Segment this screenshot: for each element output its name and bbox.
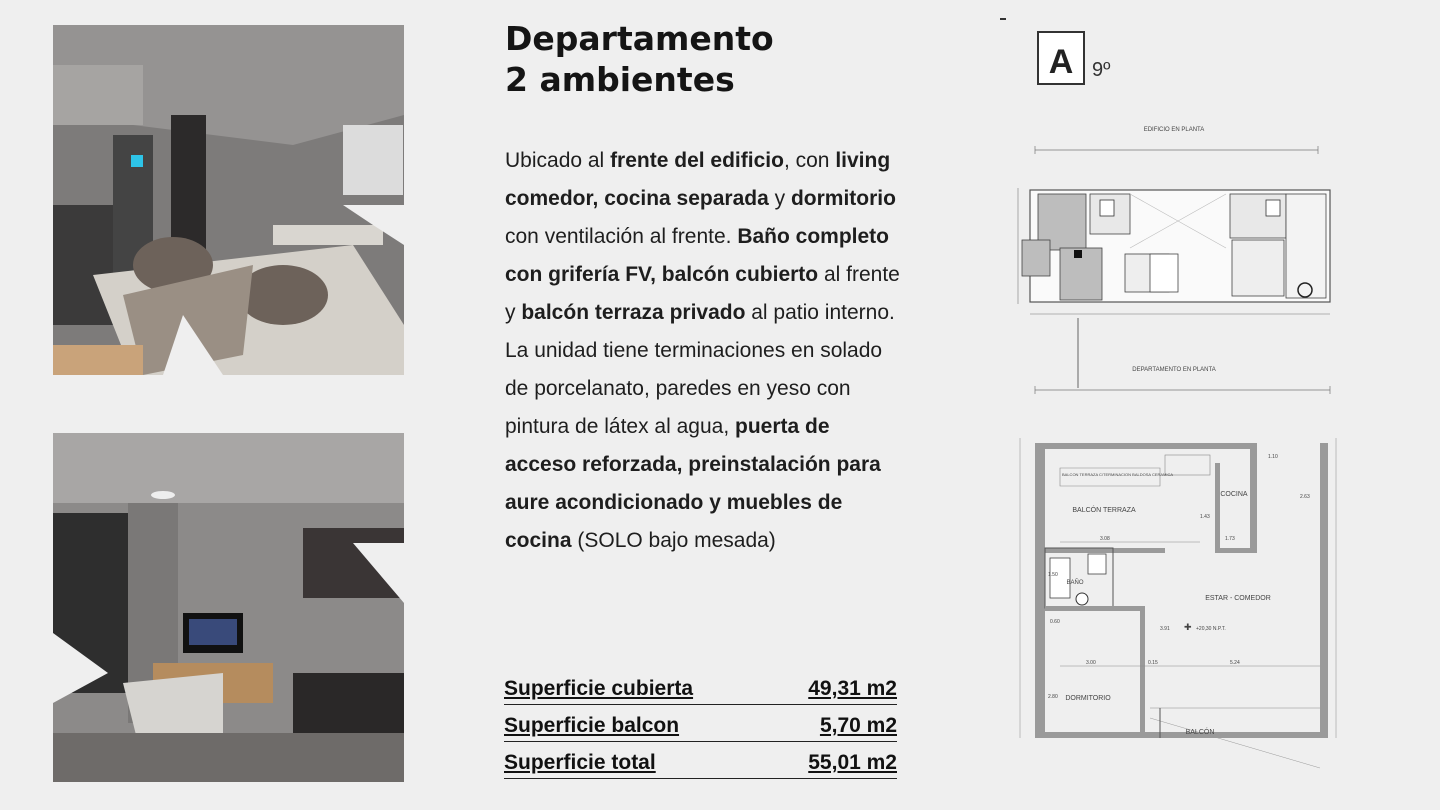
dim-text: 2.80 bbox=[1048, 694, 1058, 700]
room-balcon: BALCÓN bbox=[1185, 729, 1215, 736]
description-segment: al frente y bbox=[505, 263, 900, 324]
description-bold-segment: Baño completo con grifería FV, bbox=[505, 225, 889, 286]
dim-text: 1.73 bbox=[1225, 536, 1235, 542]
description-bold-segment: frente del edificio bbox=[610, 149, 784, 172]
room-dormitorio: DORMITORIO bbox=[1065, 695, 1111, 702]
title-line-1: Departamento bbox=[505, 19, 774, 58]
surface-table bbox=[504, 673, 897, 784]
level-note: +20,30 N.P.T. bbox=[1196, 626, 1226, 632]
surface-row-total bbox=[504, 747, 897, 779]
dim-text: 3.00 bbox=[1086, 660, 1096, 666]
surface-row-balcon bbox=[504, 710, 897, 742]
dim-text: 5.24 bbox=[1230, 660, 1240, 666]
surface-value: 55,01 m2 bbox=[808, 751, 897, 774]
dim-text: 0.15 bbox=[1148, 660, 1158, 666]
surface-label: Superficie balcon bbox=[504, 714, 680, 737]
surface-row-cubierta bbox=[504, 673, 897, 705]
surface-label: Superficie cubierta bbox=[504, 677, 694, 700]
interior-render-living bbox=[53, 25, 404, 375]
unit-letter: A bbox=[1048, 43, 1074, 81]
title-line-2: 2 ambientes bbox=[505, 60, 735, 99]
room-cocina: COCINA bbox=[1220, 491, 1248, 498]
room-bano: BAÑO bbox=[1066, 580, 1084, 586]
page-title bbox=[505, 18, 774, 100]
description-segment: con ventilación al frente. bbox=[505, 225, 738, 248]
description-bold-segment: dormitorio bbox=[790, 187, 896, 210]
surface-value: 49,31 m2 bbox=[808, 677, 897, 700]
description-segment: Ubicado al bbox=[505, 149, 611, 172]
dim-text: 2.63 bbox=[1300, 494, 1310, 500]
dim-text: 1.43 bbox=[1200, 514, 1210, 520]
interior-render-dining bbox=[53, 433, 404, 782]
dim-text: 3.91 bbox=[1160, 626, 1170, 632]
description-bold-segment: puerta de acceso reforzada, preinstalación para aure acondicionado y muebles de cocina bbox=[505, 415, 881, 552]
dim-text: 1.50 bbox=[1048, 572, 1058, 578]
description-bold-segment: balcón cubierto bbox=[661, 263, 819, 286]
level-marker-icon: ✚ bbox=[1184, 622, 1192, 632]
building-plan bbox=[1018, 188, 1330, 314]
dim-text: 1.10 bbox=[1268, 454, 1278, 460]
unit-floor: 9º bbox=[1092, 59, 1111, 81]
description-segment: , con bbox=[783, 149, 836, 172]
description-bold-segment: living comedor, cocina separada bbox=[505, 149, 891, 210]
unit-description bbox=[505, 142, 900, 560]
surface-value: 5,70 m2 bbox=[819, 714, 897, 737]
description-segment: (SOLO bajo mesada) bbox=[571, 529, 776, 552]
description-segment: y bbox=[768, 187, 791, 210]
floor-plan bbox=[1000, 18, 1348, 783]
surface-label: Superficie total bbox=[504, 751, 656, 774]
description-bold-segment: balcón terraza privado bbox=[521, 301, 746, 324]
building-caption: EDIFICIO EN PLANTA bbox=[1143, 127, 1205, 133]
dim-text: 3.08 bbox=[1100, 536, 1110, 542]
terraza-note: BALCON TERRAZA C/TERMINACION BALDOSA CERAMICA bbox=[1062, 472, 1174, 477]
dim-text: 0.60 bbox=[1050, 619, 1060, 625]
room-estar-comedor: ESTAR - COMEDOR bbox=[1205, 595, 1271, 602]
description-segment: al patio interno. La unidad tiene terminaciones en solado de porcelanato, paredes en yeso con pintura de látex al agua, bbox=[505, 301, 895, 438]
unit-caption: DEPARTAMENTO EN PLANTA bbox=[1132, 367, 1216, 373]
room-balcon-terraza: BALCÓN TERRAZA bbox=[1072, 507, 1136, 514]
unit-plan bbox=[1020, 438, 1336, 768]
